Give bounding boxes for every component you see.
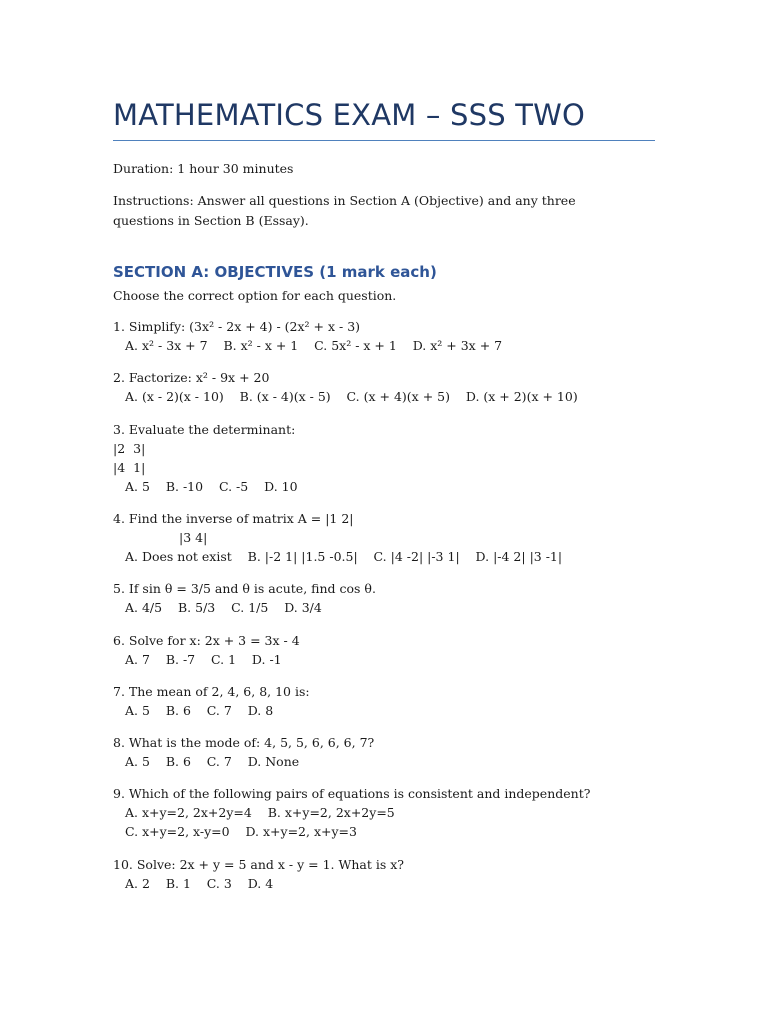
question-stem: 8. What is the mode of: 4, 5, 5, 6, 6, 6, 7?	[113, 735, 375, 750]
question-stem: 5. If sin θ = 3/5 and θ is acute, find cos θ.	[113, 581, 376, 596]
question-stem: 7. The mean of 2, 4, 6, 8, 10 is:	[113, 684, 310, 699]
section-a-heading: SECTION A: OBJECTIVES (1 mark each)	[113, 263, 437, 281]
question-options: A. 7 B. -7 C. 1 D. -1	[125, 652, 282, 667]
question-stem: 3. Evaluate the determinant:	[113, 422, 296, 437]
determinant-row-2: |4 1|	[113, 460, 146, 475]
question-10	[113, 855, 655, 893]
question-options-row-1: A. x+y=2, 2x+2y=4 B. x+y=2, 2x+2y=5	[125, 805, 395, 820]
determinant-row-1: |2 3|	[113, 441, 146, 456]
question-options-row-2: C. x+y=2, x-y=0 D. x+y=2, x+y=3	[125, 824, 357, 839]
question-3	[113, 420, 655, 496]
question-options: A. 5 B. 6 C. 7 D. None	[125, 754, 300, 769]
page-title: MATHEMATICS EXAM – SSS TWO	[113, 98, 586, 132]
question-stem: 2. Factorize: x² - 9x + 20	[113, 370, 270, 385]
matrix-row-2: |3 4|	[179, 530, 208, 545]
title-underline	[113, 140, 655, 141]
question-options: A. 2 B. 1 C. 3 D. 4	[125, 876, 274, 891]
question-options: A. x² - 3x + 7 B. x² - x + 1 C. 5x² - x + 1 D. x² + 3x + 7	[125, 338, 503, 353]
question-options: A. (x - 2)(x - 10) B. (x - 4)(x - 5) C. (x + 4)(x + 5) D. (x + 2)(x + 10)	[125, 389, 578, 404]
question-9	[113, 784, 655, 841]
question-options: A. 5 B. -10 C. -5 D. 10	[125, 479, 298, 494]
question-1	[113, 317, 655, 355]
question-4	[113, 509, 655, 566]
question-2	[113, 368, 655, 406]
section-a-note: Choose the correct option for each question.	[113, 288, 397, 303]
question-stem: 10. Solve: 2x + y = 5 and x - y = 1. What is x?	[113, 857, 404, 872]
question-options: A. 5 B. 6 C. 7 D. 8	[125, 703, 274, 718]
question-5	[113, 579, 655, 617]
question-stem: 1. Simplify: (3x² - 2x + 4) - (2x² + x - 3)	[113, 319, 361, 334]
question-7	[113, 682, 655, 720]
question-6	[113, 631, 655, 669]
exam-duration: Duration: 1 hour 30 minutes	[113, 161, 294, 176]
question-8	[113, 733, 655, 771]
question-stem: 9. Which of the following pairs of equations is consistent and independent?	[113, 786, 591, 801]
question-stem: 4. Find the inverse of matrix A = |1 2|	[113, 511, 354, 526]
exam-instructions: Instructions: Answer all questions in Section A (Objective) and any three questions in Section B (Essay).	[113, 193, 576, 228]
question-options: A. Does not exist B. |-2 1| |1.5 -0.5| C. |4 -2| |-3 1| D. |-4 2| |3 -1|	[125, 549, 563, 564]
question-options: A. 4/5 B. 5/3 C. 1/5 D. 3/4	[125, 600, 322, 615]
question-stem: 6. Solve for x: 2x + 3 = 3x - 4	[113, 633, 300, 648]
